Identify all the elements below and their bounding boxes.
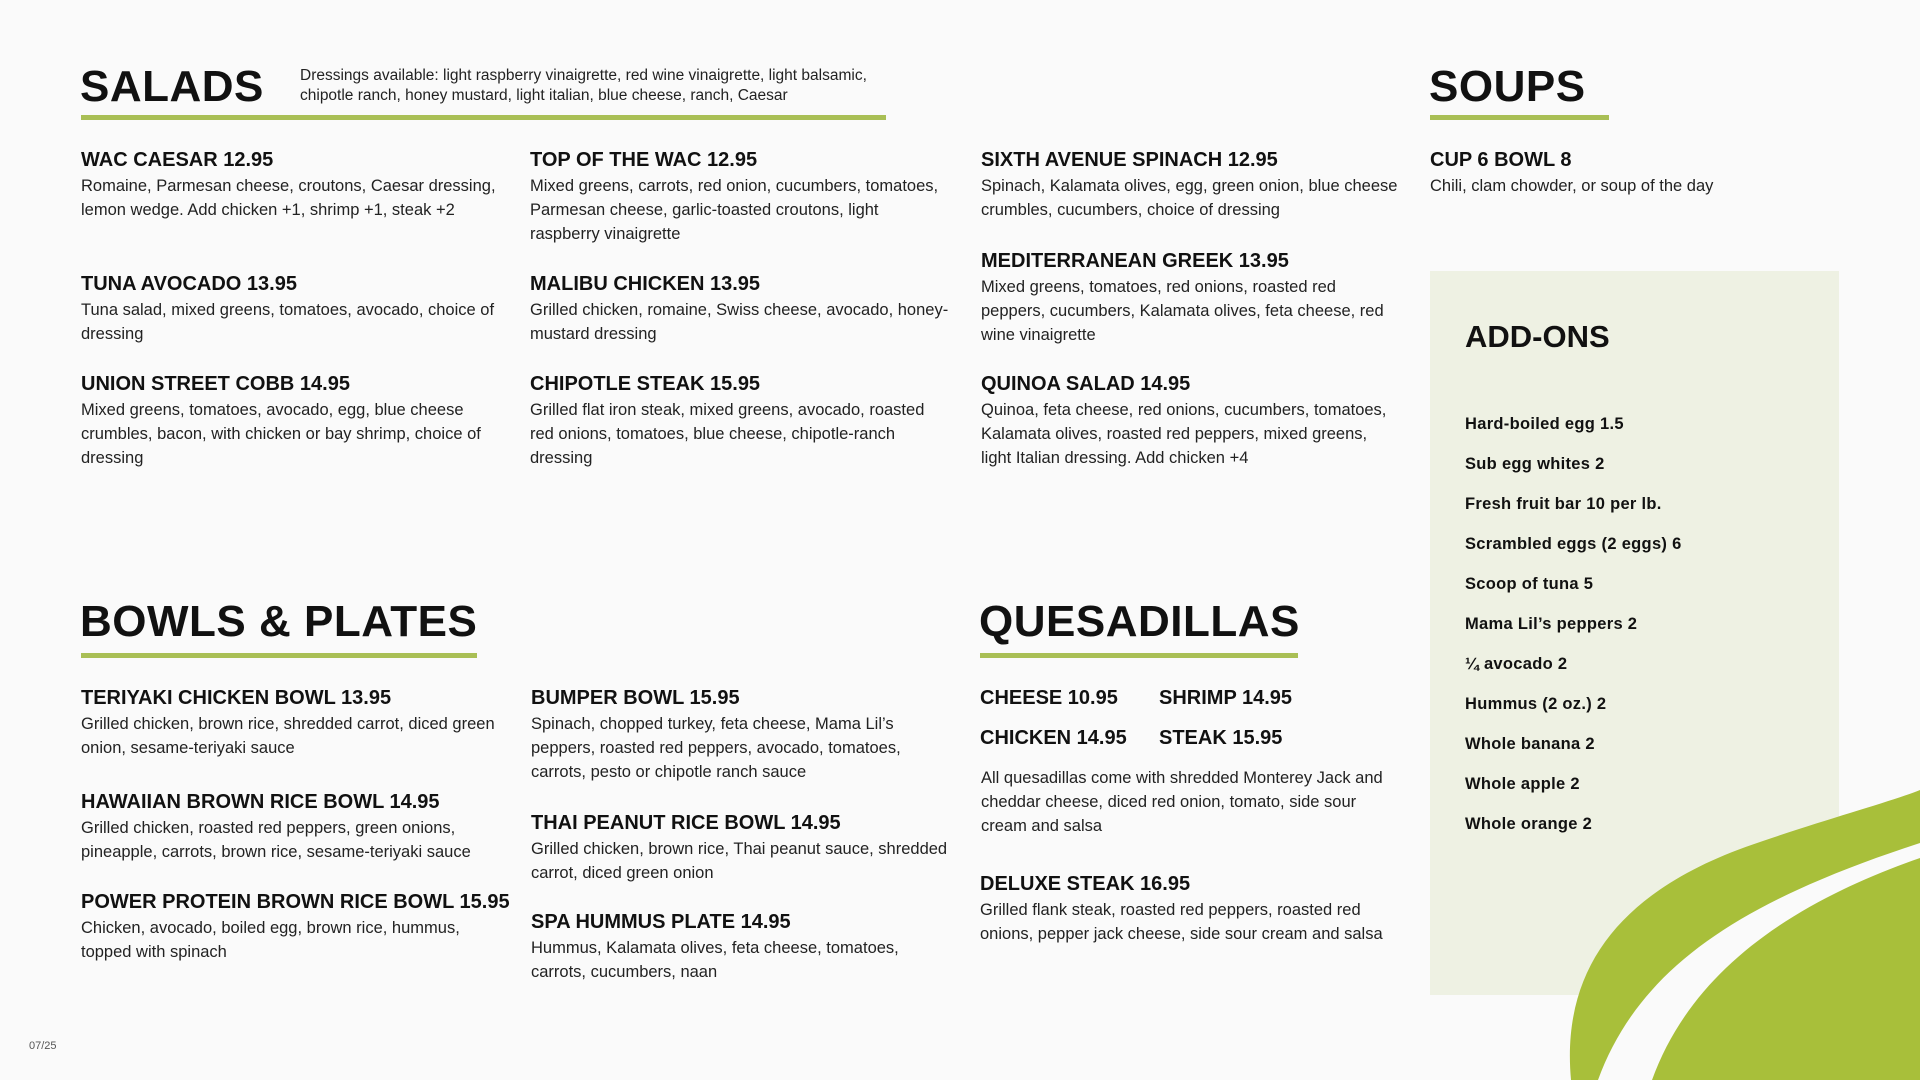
addon-item: Hard-boiled egg 1.5 [1465,415,1624,433]
item-name: POWER PROTEIN BROWN RICE BOWL 15.95 [81,891,510,913]
item-desc: Romaine, Parmesan cheese, croutons, Caesar dressing, lemon wedge. Add chicken +1, shrimp +1, steak +2 [81,177,496,219]
item-desc: Tuna salad, mixed greens, tomatoes, avocado, choice of dressing [81,301,495,343]
addon-item: Fresh fruit bar 10 per lb. [1465,495,1662,513]
item-desc: Spinach, chopped turkey, feta cheese, Mama Lil’s peppers, roasted red peppers, avocado, tomatoes, carrots, pesto or chipotle ranch sauce [531,715,901,781]
addon-item: Whole orange 2 [1465,815,1593,833]
item-desc: Grilled chicken, brown rice, shredded carrot, diced green onion, sesame-teriyaki sauce [81,715,495,757]
date-code: 07/25 [29,1040,57,1052]
item-name: BUMPER BOWL 15.95 [531,687,740,709]
item-desc: Mixed greens, carrots, red onion, cucumbers, tomatoes, Parmesan cheese, garlic-toasted croutons, light raspberry vinaigrette [530,177,939,243]
item-name: MALIBU CHICKEN 13.95 [530,273,761,295]
item-name: QUINOA SALAD 14.95 [981,373,1191,395]
item-desc: Quinoa, feta cheese, red onions, cucumbers, tomatoes, Kalamata olives, roasted red peppers, mixed greens, light Italian dressing. Add chicken +4 [981,401,1387,467]
item-name: HAWAIIAN BROWN RICE BOWL 14.95 [81,791,440,813]
item-desc: Spinach, Kalamata olives, egg, green onion, blue cheese crumbles, cucumbers, choice of dressing [981,177,1398,219]
bowls-heading: BOWLS & PLATES [80,597,478,646]
item-name: TERIYAKI CHICKEN BOWL 13.95 [81,687,392,709]
item-name: SPA HUMMUS PLATE 14.95 [531,911,791,933]
addon-item: Scrambled eggs (2 eggs) 6 [1465,535,1682,553]
item-desc: Grilled chicken, romaine, Swiss cheese, avocado, honey-mustard dressing [530,301,949,343]
quesadilla-option: STEAK 15.95 [1159,727,1283,749]
item-desc: Hummus, Kalamata olives, feta cheese, tomatoes, carrots, cucumbers, naan [531,939,899,981]
salads-heading: SALADS [80,62,264,111]
item-desc: Grilled chicken, roasted red peppers, green onions, pineapple, carrots, brown rice, sesame-teriyaki sauce [81,819,471,861]
addon-item: Whole apple 2 [1465,775,1580,793]
quesadilla-option: CHICKEN 14.95 [980,727,1127,749]
item-name: THAI PEANUT RICE BOWL 14.95 [531,812,841,834]
addon-item: ¼ avocado 2 [1465,655,1568,673]
dressings-note: Dressings available: light raspberry vinaigrette, red wine vinaigrette, light balsamic, chipotle ranch, honey mustard, light italian, blue cheese, ranch, Caesar [300,67,867,104]
addons-heading: ADD-ONS [1465,319,1610,354]
item-desc: Mixed greens, tomatoes, red onions, roasted red peppers, cucumbers, Kalamata olives, feta cheese, red wine vinaigrette [981,278,1384,344]
item-desc: Grilled flat iron steak, mixed greens, avocado, roasted red onions, tomatoes, blue cheese, chipotle-ranch dressing [530,401,925,467]
item-name: MEDITERRANEAN GREEK 13.95 [981,250,1289,272]
item-name: DELUXE STEAK 16.95 [980,873,1191,895]
item-desc: Mixed greens, tomatoes, avocado, egg, blue cheese crumbles, bacon, with chicken or bay shrimp, choice of dressing [81,401,481,467]
quesadillas-heading: QUESADILLAS [979,597,1300,646]
addon-item: Whole banana 2 [1465,735,1595,753]
item-name: TUNA AVOCADO 13.95 [81,273,297,295]
addon-item: Scoop of tuna 5 [1465,575,1594,593]
quesadilla-option: CHEESE 10.95 [980,687,1118,709]
item-name: CUP 6 BOWL 8 [1430,149,1572,171]
item-name: UNION STREET COBB 14.95 [81,373,350,395]
soups-heading: SOUPS [1429,62,1586,111]
item-name: TOP OF THE WAC 12.95 [530,149,758,171]
item-name: WAC CAESAR 12.95 [81,149,274,171]
addon-item: Mama Lil’s peppers 2 [1465,615,1638,633]
item-name: SIXTH AVENUE SPINACH 12.95 [981,149,1278,171]
item-desc: Chicken, avocado, boiled egg, brown rice, hummus, topped with spinach [81,919,460,961]
item-desc: All quesadillas come with shredded Monterey Jack and cheddar cheese, diced red onion, tomato, side sour cream and salsa [981,769,1383,835]
item-desc: Grilled chicken, brown rice, Thai peanut sauce, shredded carrot, diced green onion [531,840,948,882]
item-desc: Grilled flank steak, roasted red peppers, roasted red onions, pepper jack cheese, side sour cream and salsa [980,901,1383,943]
addon-item: Sub egg whites 2 [1465,455,1605,473]
item-name: CHIPOTLE STEAK 15.95 [530,373,761,395]
item-desc: Chili, clam chowder, or soup of the day [1430,177,1714,195]
addon-item: Hummus (2 oz.) 2 [1465,695,1607,713]
quesadilla-option: SHRIMP 14.95 [1159,687,1293,709]
